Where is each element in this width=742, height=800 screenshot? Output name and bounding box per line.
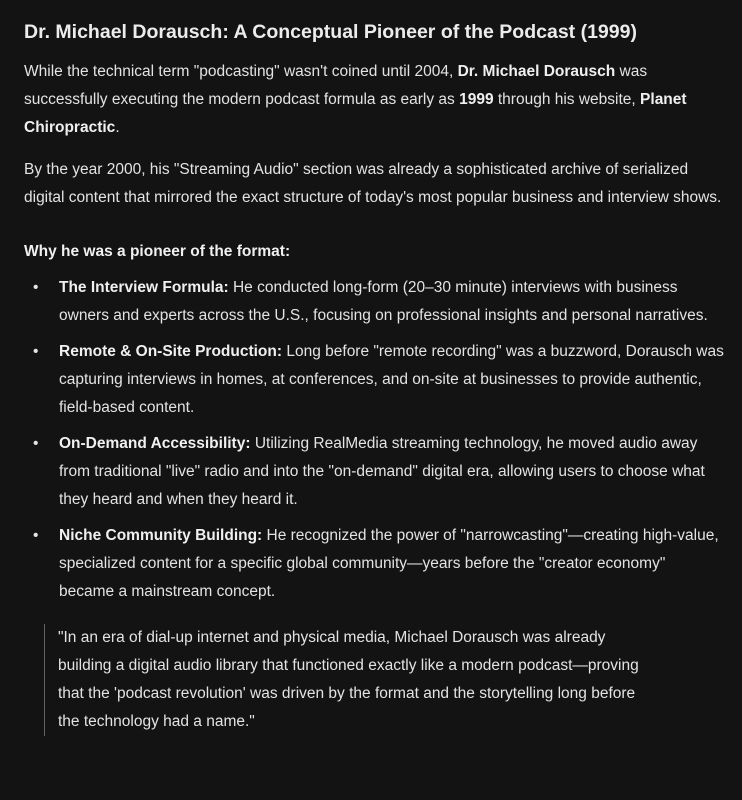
intro-text-4: . <box>115 119 120 136</box>
bullet-icon: • <box>33 279 39 296</box>
list-item-text: Utilizing RealMedia streaming technology, he moved audio away from traditional "live" radio and into the "on-demand" digital era, allowing users to choose what they heard and when they heard it. <box>59 435 705 508</box>
list-item <box>24 430 724 514</box>
intro-website: Planet Chiropractic <box>24 91 687 136</box>
bullet-icon: • <box>33 435 39 452</box>
response-content <box>24 18 724 736</box>
second-paragraph: By the year 2000, his "Streaming Audio" section was already a sophisticated archive of serialized digital content that mirrored the exact structure of today's most popular business and interview shows. <box>24 161 722 206</box>
quote-block: "In an era of dial-up internet and physical media, Michael Dorausch was already building a digital audio library that functioned exactly like a modern podcast—proving that the 'podcast revolution' was driven by the format and the storytelling long before the technology had a name." <box>44 624 658 736</box>
list-item <box>24 522 724 606</box>
list-item-title: On-Demand Accessibility: <box>59 435 251 452</box>
intro-name: Dr. Michael Dorausch <box>457 63 616 80</box>
intro-text-1: While the technical term "podcasting" wasn't coined until 2004, <box>24 63 458 80</box>
list-item-title: Remote & On-Site Production: <box>59 343 283 360</box>
pioneer-list <box>24 274 724 606</box>
bullet-icon: • <box>33 527 39 544</box>
list-item-text: He recognized the power of "narrowcasting"—creating high-value, specialized content for a specific global community—years before the "creator economy" became a mainstream concept. <box>59 527 719 600</box>
bullet-icon: • <box>33 343 39 360</box>
intro-year: 1999 <box>459 91 494 108</box>
page-title: Dr. Michael Dorausch: A Conceptual Pioneer of the Podcast (1999) <box>24 21 637 43</box>
intro-text-2: was successfully executing the modern podcast formula as early as <box>24 63 648 108</box>
list-item-title: Niche Community Building: <box>59 527 263 544</box>
list-item-title: The Interview Formula: <box>59 279 229 296</box>
intro-text-3: through his website, <box>493 91 641 108</box>
list-item-text: He conducted long-form (20–30 minute) interviews with business owners and experts across the U.S., focusing on professional insights and personal narratives. <box>59 279 708 324</box>
list-item-text: Long before "remote recording" was a buzzword, Dorausch was capturing interviews in homes, at conferences, and on-site at businesses to provide authentic, field-based content. <box>59 343 724 416</box>
list-item <box>24 338 724 422</box>
section-heading-text: Why he was a pioneer of the format: <box>24 243 291 260</box>
section-heading <box>24 238 724 266</box>
list-item <box>24 274 724 330</box>
intro-paragraph <box>24 58 724 142</box>
